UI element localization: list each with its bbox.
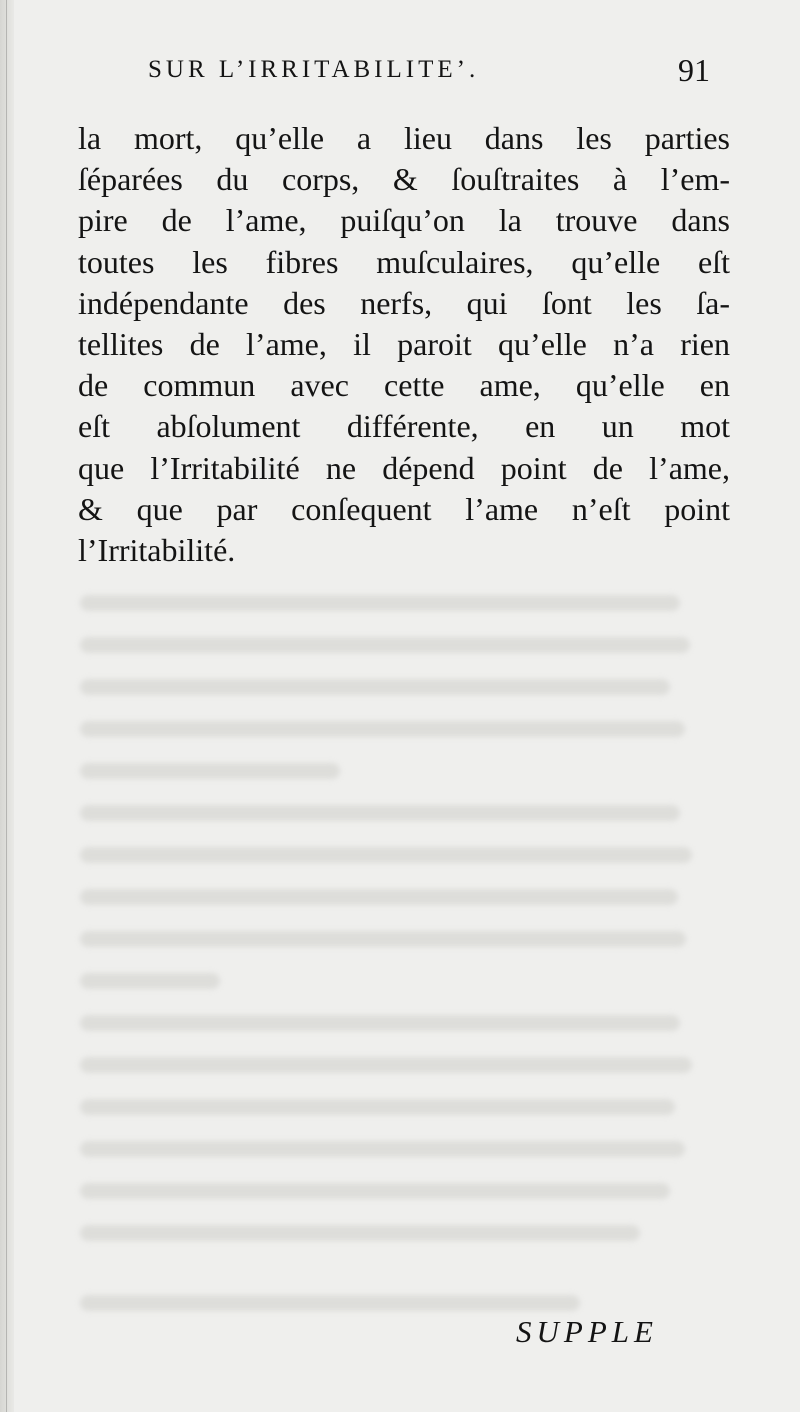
text-line: que l’Irritabilité ne dépend point de l’ame, [78,449,730,486]
bleed-line [80,847,692,863]
text-line: toutes les fibres muſculaires, qu’elle eſt [78,243,730,280]
bleed-line [80,763,340,779]
text-line: eſt abſolument différente, en un mot [78,408,730,445]
page-gutter-edge [0,0,14,1412]
text-line: indépendante des nerfs, qui ſont les ſa- [78,284,730,321]
text-line: pire de l’ame, puiſqu’on la trouve dans [78,202,730,239]
bleed-line [80,1225,640,1241]
bleed-line [80,1057,692,1073]
bleed-line [80,1183,670,1199]
running-head: SUR L’IRRITABILITE’. [148,56,480,83]
bleed-line [80,1015,680,1031]
body-text [78,118,730,571]
bleed-line [80,1141,685,1157]
text-line: de commun avec cette ame, qu’elle en [78,367,730,404]
bleed-line [80,931,686,947]
bleed-line [80,595,680,611]
bleed-line [80,805,680,821]
bleed-line [80,1099,675,1115]
catchword: SUPPLE [516,1314,658,1349]
text-line-final: l’Irritabilité. [78,531,236,568]
gutter-fold-line [6,0,7,1412]
bleed-line [80,679,670,695]
page-number: 91 [678,52,710,88]
text-line: la mort, qu’elle a lieu dans les parties [78,120,730,156]
bleed-line [80,721,685,737]
text-line: ſéparées du corps, & ſouſtraites à l’em- [78,161,730,198]
text-line: & que par conſequent l’ame n’eſt point [78,490,730,527]
bleed-line [80,889,678,905]
text-line: tellites de l’ame, il paroit qu’elle n’a rien [78,325,730,362]
bleed-line [80,637,690,653]
bleed-line [80,973,220,989]
bleed-line [80,1295,580,1311]
reverse-side-bleed-through [80,565,720,1325]
